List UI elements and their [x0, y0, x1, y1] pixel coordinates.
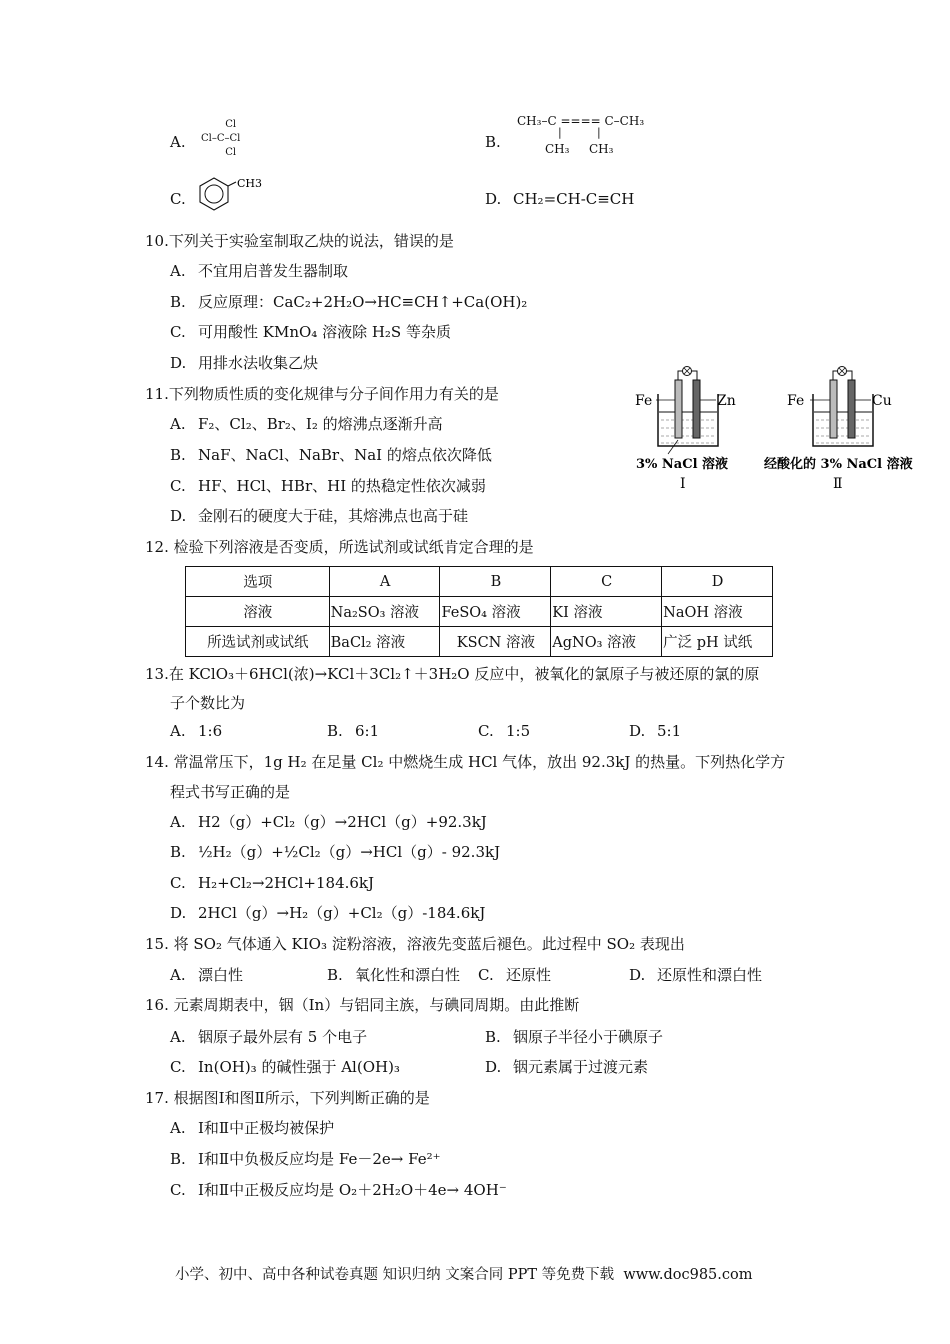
q13-stem-line1: 13.在 KClO₃＋6HCl(浓)→KCl＋3Cl₂↑＋3H₂O 反应中，被氧化的氯原子与被还原的氯的原: [145, 665, 760, 683]
table-header-cell: D: [662, 567, 773, 597]
q17-option-a: [170, 1118, 334, 1138]
toluene-structure: [196, 174, 266, 216]
option-label: C.: [170, 477, 186, 495]
q10-option-b: [170, 292, 527, 312]
q9-option-b-structure: CH₃–C ==== C–CH₃ | | CH₃ CH₃: [517, 114, 645, 156]
q9-b-struct-bottom-left: CH₃: [545, 142, 570, 156]
q11-option-d: [170, 506, 468, 526]
q14-option-b: [170, 842, 500, 862]
table-cell: BaCl₂ 溶液: [329, 627, 440, 657]
table-row: [186, 597, 773, 627]
table-row: [186, 567, 773, 597]
option-label: B.: [327, 722, 343, 740]
q13-option-a: [170, 721, 222, 741]
option-text: 用排水法收集乙炔: [198, 354, 319, 372]
option-text: H₂+Cl₂→2HCl+184.6kJ: [198, 874, 375, 892]
option-label: B.: [170, 1150, 186, 1168]
option-label: B.: [327, 966, 343, 984]
option-text: 可用酸性 KMnO₄ 溶液除 H₂S 等杂质: [198, 323, 451, 341]
option-text: NaF、NaCl、NaBr、NaI 的熔点依次降低: [198, 446, 492, 464]
q16-option-c: [170, 1057, 400, 1077]
q10-option-a: [170, 261, 348, 281]
table-cell: KI 溶液: [551, 597, 662, 627]
option-text: 铟原子半径小于碘原子: [513, 1028, 664, 1046]
table-header-cell: 选项: [186, 567, 330, 597]
option-text: 氧化性和漂白性: [355, 966, 461, 984]
q9-option-d-label: D.: [485, 190, 502, 208]
q9-option-a-structure: [201, 118, 240, 160]
table-row: [186, 627, 773, 657]
option-label: D.: [629, 722, 646, 740]
option-label: B.: [170, 843, 186, 861]
option-label: A.: [170, 415, 186, 433]
cell-one: [635, 367, 736, 493]
option-label: D.: [170, 354, 187, 372]
option-text: 5:1: [657, 722, 682, 740]
option-text: 铟原子最外层有 5 个电子: [198, 1028, 368, 1046]
footer-url[interactable]: www.doc985.com: [623, 1267, 753, 1283]
q15-option-b: [327, 965, 460, 985]
table-header-cell: A: [329, 567, 440, 597]
option-label: C.: [478, 966, 494, 984]
option-label: D.: [485, 1058, 502, 1076]
option-label: B.: [485, 1028, 501, 1046]
option-text: 还原性和漂白性: [657, 966, 763, 984]
q9-a-struct-top: Cl: [225, 119, 237, 130]
q11-option-a: [170, 414, 443, 434]
option-text: 2HCl（g）→H₂（g）+Cl₂（g）-184.6kJ: [198, 904, 486, 922]
option-label: B.: [170, 446, 186, 464]
option-text: 铟元素属于过渡元素: [513, 1058, 649, 1076]
option-text: ½H₂（g）+½Cl₂（g）→HCl（g）- 92.3kJ: [198, 843, 501, 861]
table-cell: AgNO₃ 溶液: [551, 627, 662, 657]
q11-option-c: [170, 476, 486, 496]
table-header-cell: C: [551, 567, 662, 597]
option-text: 不宜用启普发生器制取: [198, 262, 349, 280]
option-label: A.: [170, 813, 186, 831]
q13-stem-line2: 子个数比为: [170, 694, 246, 712]
q9-b-struct-top: CH₃–C ==== C–CH₃: [517, 114, 645, 128]
q16-option-b: [485, 1027, 663, 1047]
electrode-zn: [693, 380, 700, 438]
q12-table: [185, 566, 773, 657]
q14-option-a: [170, 812, 487, 832]
cell-one-left-electrode: Fe: [635, 393, 653, 409]
q13-option-c: [478, 721, 530, 741]
option-text: F₂、Cl₂、Br₂、I₂ 的熔沸点逐渐升高: [198, 415, 443, 433]
option-text: HF、HCl、HBr、HI 的热稳定性依次减弱: [198, 477, 486, 495]
option-text: In(OH)₃ 的碱性强于 Al(OH)₃: [198, 1058, 400, 1076]
q9-a-struct-middle: Cl–C–Cl: [201, 133, 241, 144]
table-header-cell: B: [440, 567, 551, 597]
option-text: 金刚石的硬度大于硅，其熔沸点也高于硅: [198, 507, 469, 525]
q15-option-c: [478, 965, 551, 985]
q9-b-struct-bottom-right: CH₃: [589, 142, 614, 156]
cell-two-solution-label: 经酸化的 3% NaCl 溶液: [764, 457, 913, 472]
option-label: C.: [170, 323, 186, 341]
table-cell: 溶液: [186, 597, 330, 627]
q14-stem-line1: 14. 常温常压下，1g H₂ 在足量 Cl₂ 中燃烧生成 HCl 气体，放出 92.3kJ 的热量。下列热化学方: [145, 753, 786, 771]
option-label: B.: [170, 293, 186, 311]
q9-a-struct-bottom: Cl: [225, 147, 237, 158]
option-label: D.: [629, 966, 646, 984]
option-label: A.: [170, 1028, 186, 1046]
table-cell: Na₂SO₃ 溶液: [329, 597, 440, 627]
option-text: Ⅰ和Ⅱ中正极均被保护: [198, 1119, 335, 1137]
q9-option-d-text: CH₂=CH-C≡CH: [513, 190, 635, 208]
q9-option-b-label: B.: [485, 133, 501, 151]
option-label: A.: [170, 722, 186, 740]
q9-option-c-label: C.: [170, 190, 186, 208]
electrode-cu: [848, 380, 855, 438]
option-label: C.: [478, 722, 494, 740]
q16-stem: 16. 元素周期表中，铟（In）与铝同主族，与碘同周期。由此推断: [145, 996, 580, 1014]
cell-one-numeral: Ⅰ: [680, 476, 686, 492]
q15-option-d: [629, 965, 762, 985]
option-text: 反应原理：CaC₂+2H₂O→HC≡CH↑+Ca(OH)₂: [198, 293, 528, 311]
option-label: C.: [170, 874, 186, 892]
option-label: A.: [170, 262, 186, 280]
q9-option-d: [485, 189, 634, 209]
cell-two-left-electrode: Fe: [787, 393, 805, 409]
q10-option-d: [170, 353, 318, 373]
option-text: Ⅰ和Ⅱ中负极反应均是 Fe－2e→ Fe²⁺: [198, 1150, 441, 1168]
cell-two-numeral: Ⅱ: [833, 476, 843, 492]
q12-stem: 12. 检验下列溶液是否变质，所选试剂或试纸肯定合理的是: [145, 538, 534, 556]
q14-stem-line2: 程式书写正确的是: [170, 783, 291, 801]
option-text: 1:6: [198, 722, 223, 740]
page-footer: [175, 1263, 752, 1284]
q10-stem: 10.下列关于实验室制取乙炔的说法，错误的是: [145, 232, 454, 250]
option-label: C.: [170, 1058, 186, 1076]
electrode-fe-one: [675, 380, 682, 438]
q16-option-d: [485, 1057, 648, 1077]
q14-option-c: [170, 873, 374, 893]
option-text: Ⅰ和Ⅱ中正极反应均是 O₂＋2H₂O＋4e→ 4OH⁻: [198, 1181, 507, 1199]
q15-stem: 15. 将 SO₂ 气体通入 KIO₃ 淀粉溶液，溶液先变蓝后褪色。此过程中 SO₂ 表现出: [145, 935, 685, 953]
electrochemical-cells-figure: [630, 362, 930, 497]
q9-c-struct-label: CH3: [237, 177, 263, 190]
q13-option-d: [629, 721, 681, 741]
q13-option-b: [327, 721, 379, 741]
q17-option-b: [170, 1149, 441, 1169]
option-text: 1:5: [506, 722, 531, 740]
table-cell: 所选试剂或试纸: [186, 627, 330, 657]
option-label: D.: [170, 507, 187, 525]
q14-option-d: [170, 903, 485, 923]
option-label: D.: [170, 904, 187, 922]
table-cell: 广泛 pH 试纸: [662, 627, 773, 657]
option-text: 还原性: [506, 966, 552, 984]
q10-option-c: [170, 322, 451, 342]
table-cell: NaOH 溶液: [662, 597, 773, 627]
q17-option-c: [170, 1180, 507, 1200]
q11-option-b: [170, 445, 492, 465]
option-text: 6:1: [355, 722, 380, 740]
cell-one-right-electrode: Zn: [717, 393, 736, 409]
q11-stem: 11.下列物质性质的变化规律与分子间作用力有关的是: [145, 385, 499, 403]
cell-two: [764, 367, 913, 493]
option-label: C.: [170, 1181, 186, 1199]
cell-two-right-electrode: Cu: [872, 393, 892, 409]
q15-option-a: [170, 965, 243, 985]
option-label: A.: [170, 1119, 186, 1137]
table-cell: FeSO₄ 溶液: [440, 597, 551, 627]
option-text: H2（g）+Cl₂（g）→2HCl（g）+92.3kJ: [198, 813, 487, 831]
cell-one-solution-label: 3% NaCl 溶液: [636, 457, 729, 472]
q16-option-a: [170, 1027, 367, 1047]
option-text: 漂白性: [198, 966, 244, 984]
option-label: A.: [170, 966, 186, 984]
electrode-fe-two: [830, 380, 837, 438]
table-cell: KSCN 溶液: [440, 627, 551, 657]
footer-text: 小学、初中、高中各种试卷真题 知识归纳 文案合同 PPT 等免费下载: [175, 1267, 615, 1283]
q9-option-a-label: A.: [170, 133, 186, 151]
q17-stem: 17. 根据图Ⅰ和图Ⅱ所示，下列判断正确的是: [145, 1089, 430, 1107]
